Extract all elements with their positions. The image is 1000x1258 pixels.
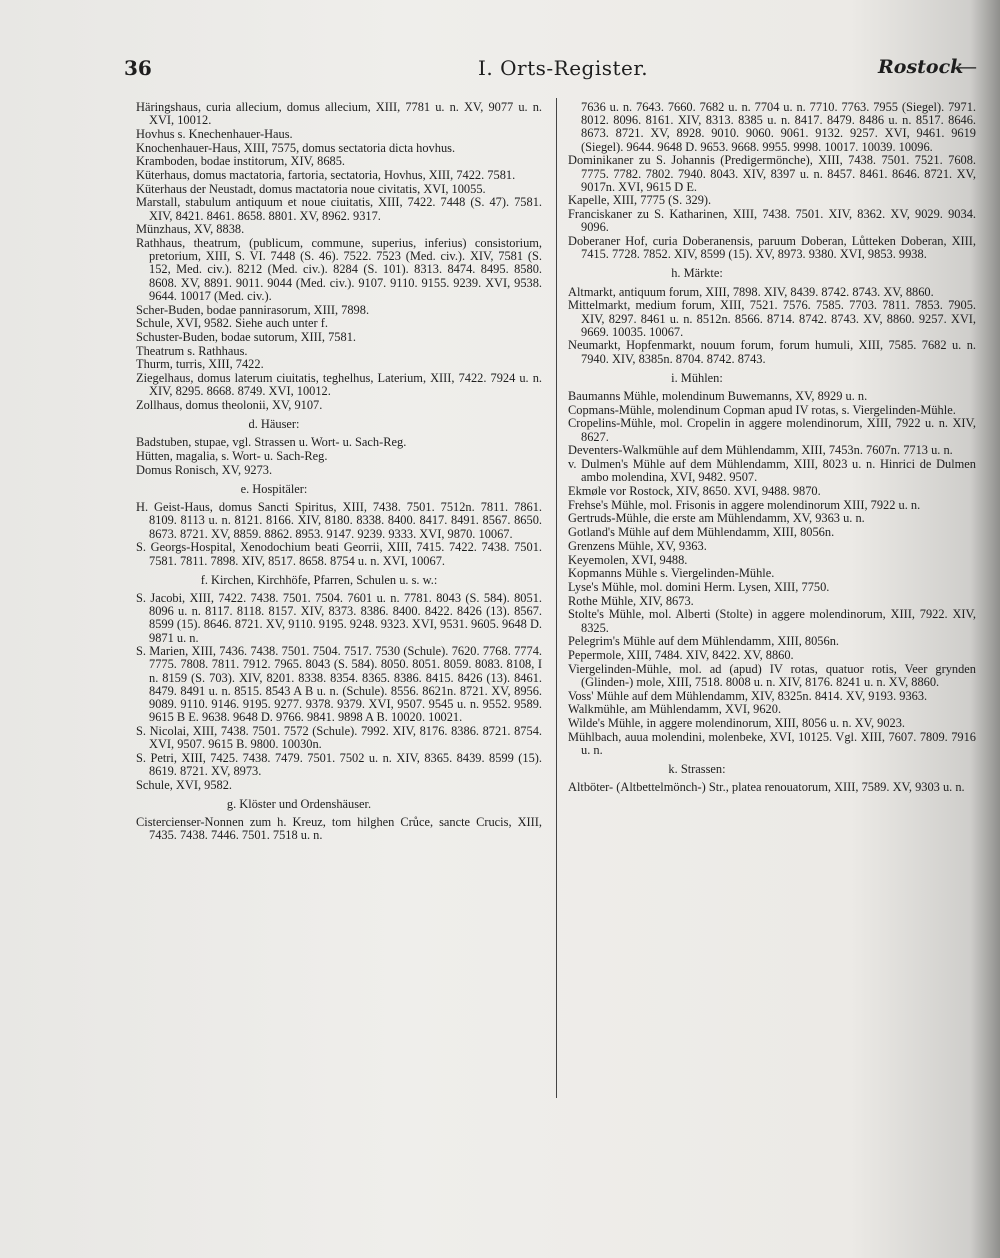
index-entry: Münzhaus, XV, 8838. bbox=[136, 222, 245, 237]
index-entry: Dominikaner zu S. Johannis (Predigermönche), XIII, 7438. 7501. 7521. 7608. 7775. 7782. 7802. 7940. 8043. XIV, 8397 u. n. 8457. 8461. 8646. 8721. XV, 9017n. XVI, 9615 D E. bbox=[568, 153, 976, 194]
section-heading-h: h. Märkte: bbox=[671, 266, 723, 281]
index-entry: Franciskaner zu S. Katharinen, XIII, 7438. 7501. XIV, 8362. XV, 9029. 9034. 9096. bbox=[568, 207, 976, 235]
index-entry: S. Jacobi, XIII, 7422. 7438. 7501. 7504. 7601 u. n. 7781. 8043 (S. 584). 8051. 8096 u. n. 8117. 8118. 8157. XIV, 8373. 8386. 8400. 8422. 8426 (13). 8567. 8599 (15). 8646. 8721. XV, 9110. 9195. 9248. 9323. XVI, 9531. 9605. 9648 D. 9871 u. n. bbox=[136, 590, 542, 645]
index-entry: Kopmanns Mühle s. Viergelinden-Mühle. bbox=[568, 566, 775, 581]
entry-list-g bbox=[136, 816, 542, 842]
index-entry: S. Georgs-Hospital, Xenodochium beati Georrii, XIII, 7415. 7422. 7438. 7501. 7581. 7811. 7898. XIV, 8517. 8658. 8754 u. n. XVI, 10067. bbox=[136, 540, 542, 568]
index-entry: Küterhaus der Neustadt, domus mactatoria noue civitatis, XVI, 10055. bbox=[136, 181, 486, 196]
index-entry: Hütten, magalia, s. Wort- u. Sach-Reg. bbox=[136, 449, 328, 464]
index-entry: Mittelmarkt, medium forum, XIII, 7521. 7576. 7585. 7703. 7811. 7853. 7905. XIV, 8297. 8461 u. n. 8512n. 8566. 8714. 8742. 8743. XV, 8860. 9257. XVI, 9669. 10035. 10067. bbox=[568, 298, 976, 339]
index-entry: Frehse's Mühle, mol. Frisonis in aggere molendinorum XIII, 7922 u. n. bbox=[568, 497, 921, 512]
index-entry: Theatrum s. Rathhaus. bbox=[136, 343, 248, 358]
running-title: I. Orts-Register. bbox=[478, 56, 649, 80]
index-entry: Altmarkt, antiquum forum, XIII, 7898. XIV, 8439. 8742. 8743. XV, 8860. bbox=[568, 284, 934, 299]
running-title-dash: — bbox=[958, 56, 977, 78]
index-entry: Badstuben, stupae, vgl. Strassen u. Wort- u. Sach-Reg. bbox=[136, 435, 407, 450]
right-column bbox=[568, 101, 976, 795]
index-entry: S. Nicolai, XIII, 7438. 7501. 7572 (Schule). 7992. XIV, 8176. 8386. 8721. 8754. XVI, 9507. 9615 B. 9800. 10030n. bbox=[136, 723, 542, 752]
index-entry: Lyse's Mühle, mol. domini Herm. Lysen, XIII, 7750. bbox=[568, 579, 830, 594]
index-entry: Gertruds-Mühle, die erste am Mühlendamm, XV, 9363 u. n. bbox=[568, 511, 865, 526]
index-entry: Thurm, turris, XIII, 7422. bbox=[136, 357, 264, 372]
section-heading-g: g. Klöster und Ordenshäuser. bbox=[226, 796, 372, 811]
index-entry: Grenzens Mühle, XV, 9363. bbox=[568, 538, 707, 553]
index-entry: Cistercienser-Nonnen zum h. Kreuz, tom hilghen Crůce, sancte Crucis, XIII, 7435. 7438. 7446. 7501. 7518 u. n. bbox=[136, 815, 542, 843]
index-entry: Scher-Buden, bodae pannirasorum, XIII, 7898. bbox=[136, 302, 370, 317]
column-divider bbox=[556, 98, 557, 1098]
index-entry: Hovhus s. Knechenhauer-Haus. bbox=[136, 126, 293, 141]
entry-list-g-cont bbox=[568, 154, 976, 261]
index-entry: Ziegelhaus, domus laterum ciuitatis, teghelhus, Laterium, XIII, 7422. 7924 u. n. XIV, 8295. 8668. 8749. XVI, 10012. bbox=[136, 371, 542, 399]
index-entry: Doberaner Hof, curia Doberanensis, paruum Doberan, Lůtteken Doberan, XIII, 7415. 7728. 7852. XIV, 8599 (15). XV, 8973. 9380. XVI, 9853. 9938. bbox=[568, 234, 976, 262]
index-entry: H. Geist-Haus, domus Sancti Spiritus, XIII, 7438. 7501. 7512n. 7811. 7861. 8109. 8113 u. n. 8121. 8166. XIV, 8180. 8338. 8400. 8417. 8491. 8567. 8650. 8673. 8721. XV, 8859. 8862. 8953. 9147. 9239. 9333. XVI, 9870. 10067. bbox=[136, 500, 542, 541]
index-entry: Pepermole, XIII, 7484. XIV, 8422. XV, 8860. bbox=[568, 647, 794, 662]
index-entry: Voss' Mühle auf dem Mühlendamm, XIV, 8325n. 8414. XV, 9193. 9363. bbox=[568, 688, 928, 703]
left-column bbox=[136, 101, 542, 843]
entry-list-h bbox=[568, 286, 976, 366]
index-entry: Rothe Mühle, XIV, 8673. bbox=[568, 593, 694, 608]
index-entry: Pelegrim's Mühle auf dem Mühlendamm, XIII, 8056n. bbox=[568, 634, 839, 649]
index-entry: Mühlbach, auua molendini, molenbeke, XVI, 10125. Vgl. XIII, 7607. 7809. 7916 u. n. bbox=[568, 729, 976, 757]
index-entry: Schule, XVI, 9582. Siehe auch unter f. bbox=[136, 316, 329, 331]
index-entry: Schuster-Buden, bodae sutorum, XIII, 7581. bbox=[136, 329, 356, 344]
index-entry: Rathhaus, theatrum, (publicum, commune, superius, inferius) consistorium, pretorium, XIII, S. VI. 7448 (S. 46). 7522. 7523 (Med. civ.). XIV, 7581 (S. 152, Med. civ.). 8212 (Med. civ.). 8284 (S. 101). 8313. 8474. 8495. 8580. 8608. XV, 8891. 9011. 9044 (Med. civ.). 9107. 9110. 9155. 9239. XVI, 9538. 9644. 10017 (Med. civ.). bbox=[136, 236, 542, 303]
section-heading-d: d. Häuser: bbox=[248, 417, 300, 432]
index-entry: S. Petri, XIII, 7425. 7438. 7479. 7501. 7502 u. n. XIV, 8365. 8439. 8599 (15). 8619. 8721. XV, 8973. bbox=[136, 750, 542, 779]
section-heading-k: k. Strassen: bbox=[668, 762, 726, 777]
index-entry: Knochenhauer-Haus, XIII, 7575, domus sectatoria dicta hovhus. bbox=[136, 140, 456, 155]
entry-list-k bbox=[568, 781, 976, 794]
page-header bbox=[0, 56, 1000, 86]
index-entry: Viergelinden-Mühle, mol. ad (apud) IV rotas, quatuor rotis, Veer grynden (Glinden-) mole, XIII, 7518. 8008 u. n. XIV, 8176. 8241 u. n. XV, 8860. bbox=[568, 661, 976, 689]
index-entry: Walkmühle, am Mühlendamm, XVI, 9620. bbox=[568, 702, 782, 717]
index-entry: Stolte's Mühle, mol. Alberti (Stolte) in aggere molendinorum, XIII, 7922. XIV, 8325. bbox=[568, 607, 976, 635]
running-title-right: Rostock bbox=[878, 56, 964, 78]
entry-list-i bbox=[568, 390, 976, 757]
index-entry: Kramboden, bodae institorum, XIV, 8685. bbox=[136, 154, 346, 169]
index-entry: S. Marien, XIII, 7436. 7438. 7501. 7504. 7517. 7530 (Schule). 7620. 7768. 7774. 7775. 7808. 7811. 7912. 7965. 8043 (S. 584). 8050. 8051. 8059. 8083. 8108, I n. 8159 (S. 703). XIV, 8201. 8338. 8354. 8365. 8386. 8415. 8426 (13). 8461. 8479. 8491 u. n. 8515. 8543 A B u. n. (Schule). 8556. 8621n. 8721. XV, 8956. 9089. 9110. 9146. 9195. 9277. 9378. 9379. XVI, 9507. 9545 u. n. 9552. 9589. 9615 B E. 9638. 9648 D. 9766. 9841. 9898 A B. 10020. 10021. bbox=[136, 644, 542, 725]
entry-list-e bbox=[136, 501, 542, 568]
section-heading-e: e. Hospitäler: bbox=[240, 481, 308, 496]
index-entry: Marstall, stabulum antiquum et noue ciuitatis, XIII, 7422. 7448 (S. 47). 7581. XIV, 8421. 8461. 8658. 8801. XV, 8962. 9317. bbox=[136, 195, 542, 223]
index-entry: Küterhaus, domus mactatoria, fartoria, sectatoria, Hovhus, XIII, 7422. 7581. bbox=[136, 168, 516, 183]
index-entry: Neumarkt, Hopfenmarkt, nouum forum, forum humuli, XIII, 7585. 7682 u. n. 7940. XIV, 8385n. 8704. 8742. 8743. bbox=[568, 338, 976, 366]
page-number: 36 bbox=[124, 56, 152, 80]
index-entry: Deventers-Walkmühle auf dem Mühlendamm, XIII, 7453n. 7607n. 7713 u. n. bbox=[568, 443, 953, 458]
index-entry: Häringshaus, curia allecium, domus allecium, XIII, 7781 u. n. XV, 9077 u. n. XVI, 10012. bbox=[136, 100, 542, 128]
index-entry: Keyemolen, XVI, 9488. bbox=[568, 552, 688, 567]
index-entry: Cropelins-Mühle, mol. Cropelin in aggere molendinorum, XIII, 7922 u. n. XIV, 8627. bbox=[568, 416, 976, 444]
section-heading-i: i. Mühlen: bbox=[671, 370, 723, 385]
index-entry: Altböter- (Altbettelmönch-) Str., platea renouatorum, XIII, 7589. XV, 9303 u. n. bbox=[568, 780, 965, 795]
index-entry: v. Dulmen's Mühle auf dem Mühlendamm, XIII, 8023 u. n. Hinrici de Dulmen ambo molendina, XVI, 9482. 9507. bbox=[568, 457, 976, 485]
index-entry: Zollhaus, domus theolonii, XV, 9107. bbox=[136, 397, 323, 412]
index-entry: Wilde's Mühle, in aggere molendinorum, XIII, 8056 u. n. XV, 9023. bbox=[568, 715, 906, 730]
entry-list-d bbox=[136, 436, 542, 477]
index-entry: Baumanns Mühle, molendinum Buwemanns, XV, 8929 u. n. bbox=[568, 389, 868, 404]
entry-list-f bbox=[136, 592, 542, 792]
index-entry: Kapelle, XIII, 7775 (S. 329). bbox=[568, 193, 712, 208]
entry-list-c bbox=[136, 101, 542, 412]
index-entry: Domus Ronisch, XV, 9273. bbox=[136, 462, 273, 477]
continuation-text: 7636 u. n. 7643. 7660. 7682 u. n. 7704 u. n. 7710. 7763. 7955 (Siegel). 7971. 8012. 8096. 8161. XIV, 8313. 8385 u. n. 8417. 8479. 8486 u. n. 8517. 8646. 8673. 8721. XV, 8928. 9010. 9060. 9061. 9132. 9257. XVI, 9461. 9619 (Siegel). 9644. 9648 D. 9653. 9668. 9955. 9998. 10017. 10039. 10096. bbox=[581, 100, 976, 154]
index-entry: Ekmøle vor Rostock, XIV, 8650. XVI, 9488. 9870. bbox=[568, 483, 821, 498]
index-entry: Schule, XVI, 9582. bbox=[136, 777, 233, 792]
index-entry: Copmans-Mühle, molendinum Copman apud IV rotas, s. Viergelinden-Mühle. bbox=[568, 402, 956, 417]
section-heading-f: f. Kirchen, Kirchhöfe, Pfarren, Schulen u. s. w.: bbox=[200, 572, 438, 587]
index-entry: Gotland's Mühle auf dem Mühlendamm, XIII, 8056n. bbox=[568, 525, 835, 540]
